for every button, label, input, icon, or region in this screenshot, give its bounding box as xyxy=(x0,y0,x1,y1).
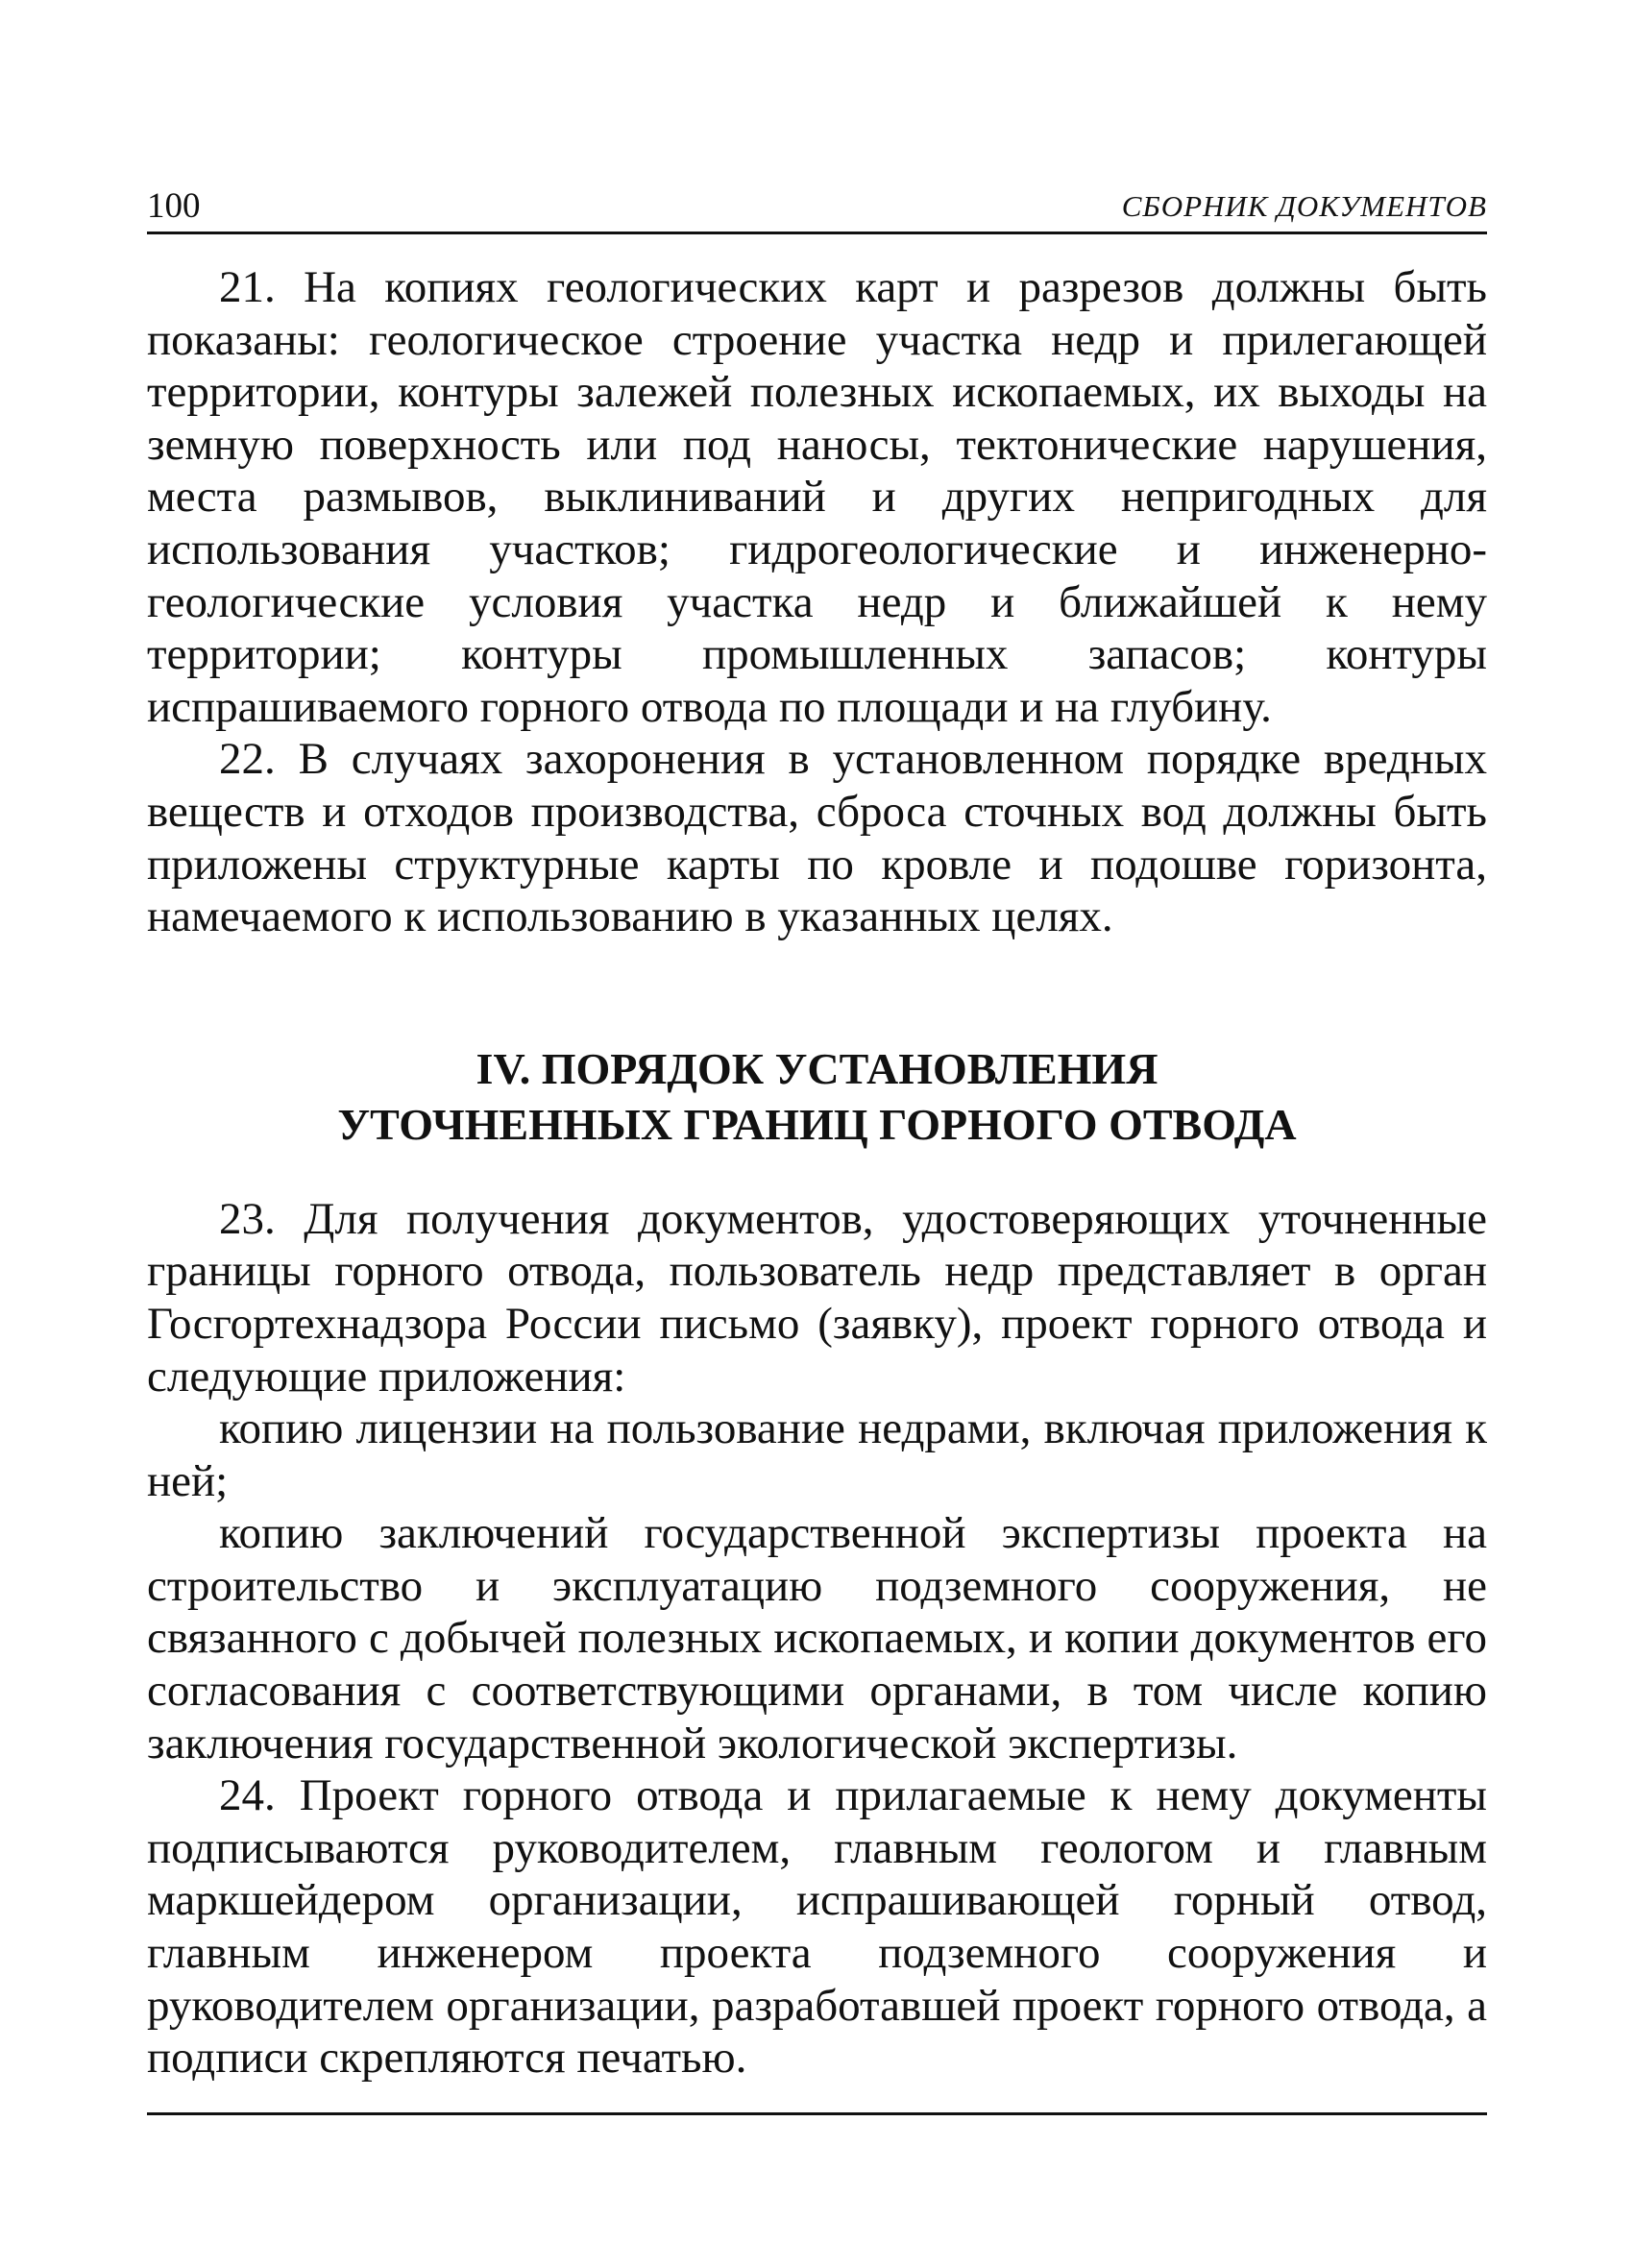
paragraph-23-license-item: копию лицензии на пользование недрами, включая приложения к ней; xyxy=(147,1403,1487,1506)
footer-rule xyxy=(147,2112,1487,2115)
header-rule xyxy=(147,232,1487,234)
section-spacing-top xyxy=(147,943,1487,1041)
page-content xyxy=(147,261,1487,2085)
page-number: 100 xyxy=(147,186,201,226)
section-spacing-bottom xyxy=(147,1153,1487,1193)
collection-title: СБОРНИК ДОКУМЕНТОВ xyxy=(1121,189,1487,223)
running-header xyxy=(147,183,1487,227)
paragraph-24: 24. Проект горного отвода и прилагаемые к нему документы подписываются руководителем, главным геологом и главным маркшейдером организации, испрашивающей горный отвод, главным инженером проекта подземного сооружения и руководителем организации, разработавшей проект горного отвода, а подписи скрепляются печатью. xyxy=(147,1770,1487,2084)
paragraph-22: 22. В случаях захоронения в установленном порядке вредных веществ и отходов производства, сброса сточных вод должны быть приложены структурные карты по кровле и подошве горизонта, намечаемого к использованию в указанных целях. xyxy=(147,734,1487,942)
section-heading-line-1: IV. ПОРЯДОК УСТАНОВЛЕНИЯ xyxy=(476,1043,1158,1093)
paragraph-23-expertise-item: копию заключений государственной экспертизы проекта на строительство и эксплуатацию подземного сооружения, не связанного с добычей полезных ископаемых, и копии документов его согласования с соответствующими органами, в том числе копию заключения государственной экологической экспертизы. xyxy=(147,1508,1487,1768)
section-heading-line-2: УТОЧНЕННЫХ ГРАНИЦ ГОРНОГО ОТВОДА xyxy=(337,1099,1297,1149)
paragraph-21: 21. На копиях геологических карт и разрезов должны быть показаны: геологическое строение участка недр и прилегающей территории, контуры залежей полезных ископаемых, их выходы на земную поверхность или под наносы, тектонические нарушения, места размывов, выклиниваний и других непригодных для использования участков; гидрогеологические и инженерно-геологические условия участка недр и ближайшей к нему территории; контуры промышленных запасов; контуры испрашиваемого горного отвода по площади и на глубину. xyxy=(147,262,1487,732)
paragraph-23: 23. Для получения документов, удостоверяющих уточненные границы горного отвода, пользователь недр представляет в орган Госгортехнадзора России письмо (заявку), проект горного отвода и следующие приложения: xyxy=(147,1193,1487,1402)
section-heading xyxy=(147,1041,1487,1153)
